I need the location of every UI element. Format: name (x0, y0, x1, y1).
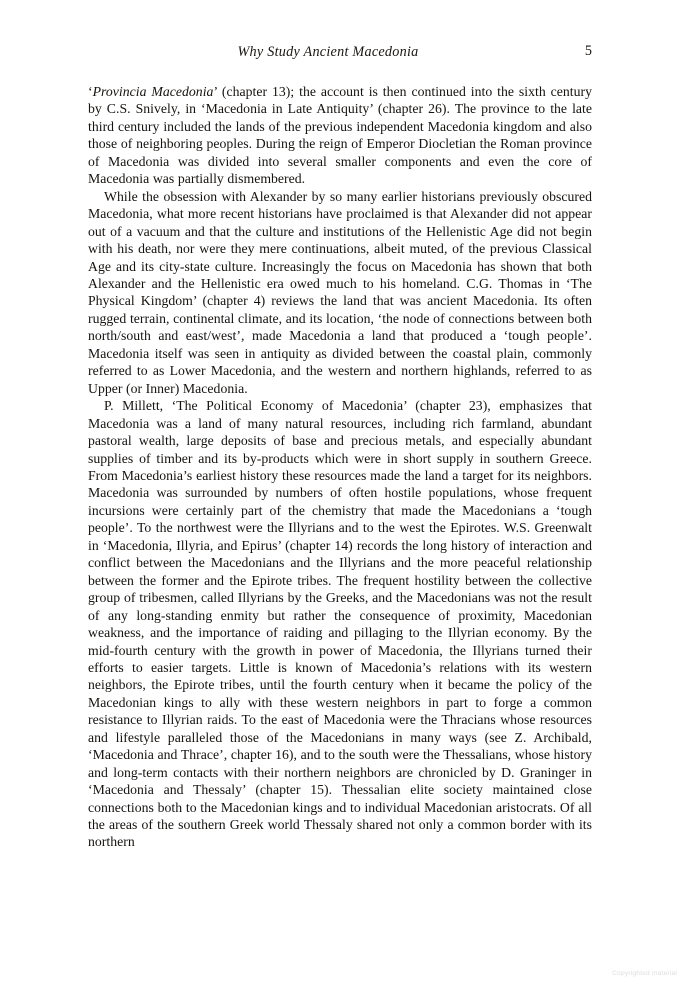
paragraph-1-text: ’ (chapter 13); the account is then continued into the sixth century by C.S. Snively, in ‘Macedonia in Late Antiquity’ (chapter 26). The province to the late third century included the lands of the previous independent Macedonia kingdom and also those of neighboring peoples. During the reign of Emperor Diocletian the Roman province of Macedonia was divided into several smaller components and even the core of Macedonia was partially dismembered. (88, 84, 592, 187)
paragraph-1 (88, 83, 592, 188)
running-head (88, 44, 592, 64)
paragraph-2: While the obsession with Alexander by so many earlier historians previously obscured Macedonia, what more recent historians have proclaimed is that Alexander did not appear out of a vacuum and that the culture and institutions of the Hellenistic Age did not begin with his death, nor were they mere continuations, albeit muted, of the previous Classical Age and its city-state culture. Increasingly the focus on Macedonia has shown that both Alexander and the Hellenistic era owed much to his homeland. C.G. Thomas in ‘The Physical Kingdom’ (chapter 4) reviews the land that was ancient Macedonia. Its often rugged terrain, continental climate, and its location, ‘the node of connections between both north/south and east/west’, made Macedonia a land that produced a ‘tough people’. Macedonia itself was seen in antiquity as divided between the coastal plain, commonly referred to as Lower Macedonia, and the western and northern highlands, referred to as Upper (or Inner) Macedonia. (88, 188, 592, 396)
copyright-watermark: Copyrighted material (612, 970, 677, 977)
running-head-title: Why Study Ancient Macedonia (237, 44, 419, 60)
page-number: 5 (584, 43, 592, 59)
body-text-block (88, 83, 592, 851)
paragraph-1-open-quote: ‘ (88, 84, 93, 99)
paragraph-1-italic-title: Provincia Macedonia (92, 84, 214, 99)
paragraph-3: P. Millett, ‘The Political Economy of Macedonia’ (chapter 23), emphasizes that Macedonia was a land of many natural resources, including rich farmland, abundant pastoral wealth, large deposits of base and precious metals, and especially abundant supplies of timber and its by-products which were in short supply in southern Greece. From Macedonia’s earliest history these resources made the land a target for its neighbors. Macedonia was surrounded by numbers of often hostile populations, whose frequent incursions were certainly part of the chemistry that made the Macedonians a ‘tough people’. To the northwest were the Illyrians and to the west the Epirotes. W.S. Greenwalt in ‘Macedonia, Illyria, and Epirus’ (chapter 14) records the long history of interaction and conflict between the Macedonians and the Illyrians and the more peaceful relationship between the former and the Epirote tribes. The frequent hostility between the collective group of tribesmen, called Illyrians by the Greeks, and the Macedonians was not the result of any long-standing enmity but rather the consequence of proximity, Macedonian weakness, and the importance of raiding and pillaging to the Illyrian economy. By the mid-fourth century with the growth in power of Macedonia, the Illyrians turned their efforts to easier targets. Little is known of Macedonia’s relations with its western neighbors, the Epirote tribes, until the fourth century when it became the policy of the Macedonian kings to ally with these western neighbors in part to forge a common resistance to Illyrian raids. To the east of Macedonia were the Thracians whose resources and lifestyle paralleled those of the Macedonians in many ways (see Z. Archibald, ‘Macedonia and Thrace’, chapter 16), and to the south were the Thessalians, whose history and long-term contacts with their northern neighbors are chronicled by D. Graninger in ‘Macedonia and Thessaly’ (chapter 15). Thessalian elite society maintained close connections both to the Macedonian kings and to individual Macedonian aristocrats. Of all the areas of the southern Greek world Thessaly shared not only a common border with its northern (88, 398, 592, 850)
